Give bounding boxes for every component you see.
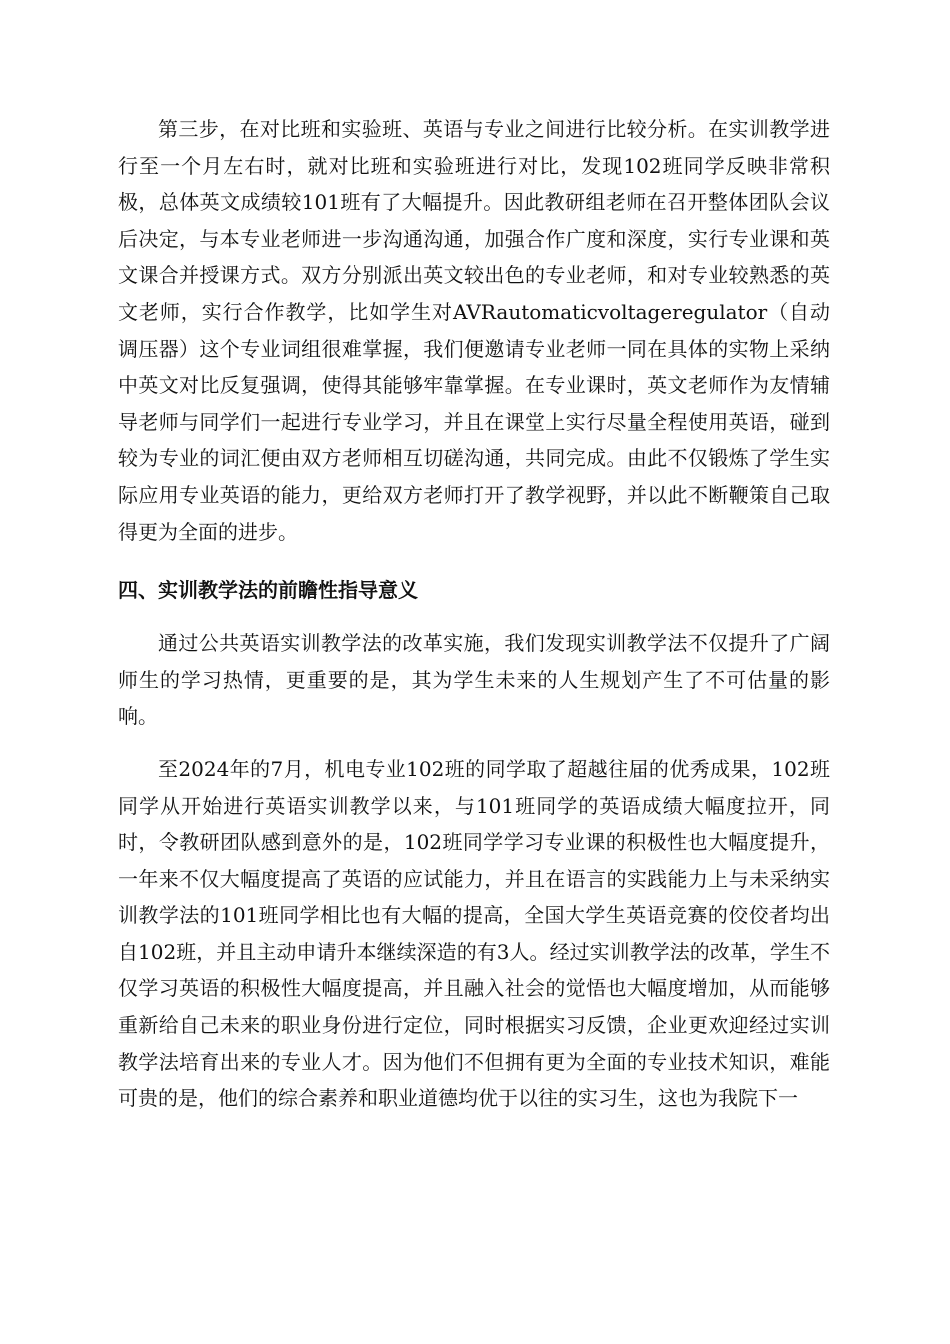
paragraph-reform-impact: 通过公共英语实训教学法的改革实施，我们发现实训教学法不仅提升了广阔师生的学习热情，更重要的是，其为学生未来的人生规划产生了不可估量的影响。 <box>118 631 830 729</box>
paragraph-step-three: 第三步，在对比班和实验班、英语与专业之间进行比较分析。在实训教学进行至一个月左右时，就对比班和实验班进行对比，发现102班同学反映非常积极，总体英文成绩较101班有了大幅提升。因此教研组老师在召开整体团队会议后决定，与本专业老师进一步沟通沟通，加强合作广度和深度，实行专业课和英文课合并授课方式。双方分别派出英文较出色的专业老师，和对专业较熟悉的英文老师，实行合作教学，比如学生对AVRautomaticvoltageregulator（自动调压器）这个专业词组很难掌握，我们便邀请专业老师一同在具体的实物上采纳中英文对比反复强调，使得其能够牢靠掌握。在专业课时，英文老师作为友情辅导老师与同学们一起进行专业学习，并且在课堂上实行尽量全程使用英语，碰到较为专业的词汇便由双方老师相互切磋沟通，共同完成。由此不仅锻炼了学生实际应用专业英语的能力，更给双方老师打开了教学视野，并以此不断鞭策自己取得更为全面的进步。 <box>118 117 830 544</box>
document-page <box>118 111 830 1117</box>
section-heading-four: 四、实训教学法的前瞻性指导意义 <box>118 578 418 603</box>
paragraph-class-102-results: 至2024年的7月，机电专业102班的同学取了超越往届的优秀成果，102班同学从开始进行英语实训教学以来，与101班同学的英语成绩大幅度拉开，同时，令教研团队感到意外的是，102班同学学习专业课的积极性也大幅度提升，一年来不仅大幅度提高了英语的应试能力，并且在语言的实践能力上与未采纳实训教学法的101班同学相比也有大幅的提高，全国大学生英语竞赛的佼佼者均出自102班，并且主动申请升本继续深造的有3人。经过实训教学法的改革，学生不仅学习英语的积极性大幅度提高，并且融入社会的觉悟也大幅度增加，从而能够重新给自己未来的职业身份进行定位，同时根据实习反馈，企业更欢迎经过实训教学法培育出来的专业人才。因为他们不但拥有更为全面的专业技术知识，难能可贵的是，他们的综合素养和职业道德均优于以往的实习生，这也为我院下一 <box>118 756 830 1111</box>
